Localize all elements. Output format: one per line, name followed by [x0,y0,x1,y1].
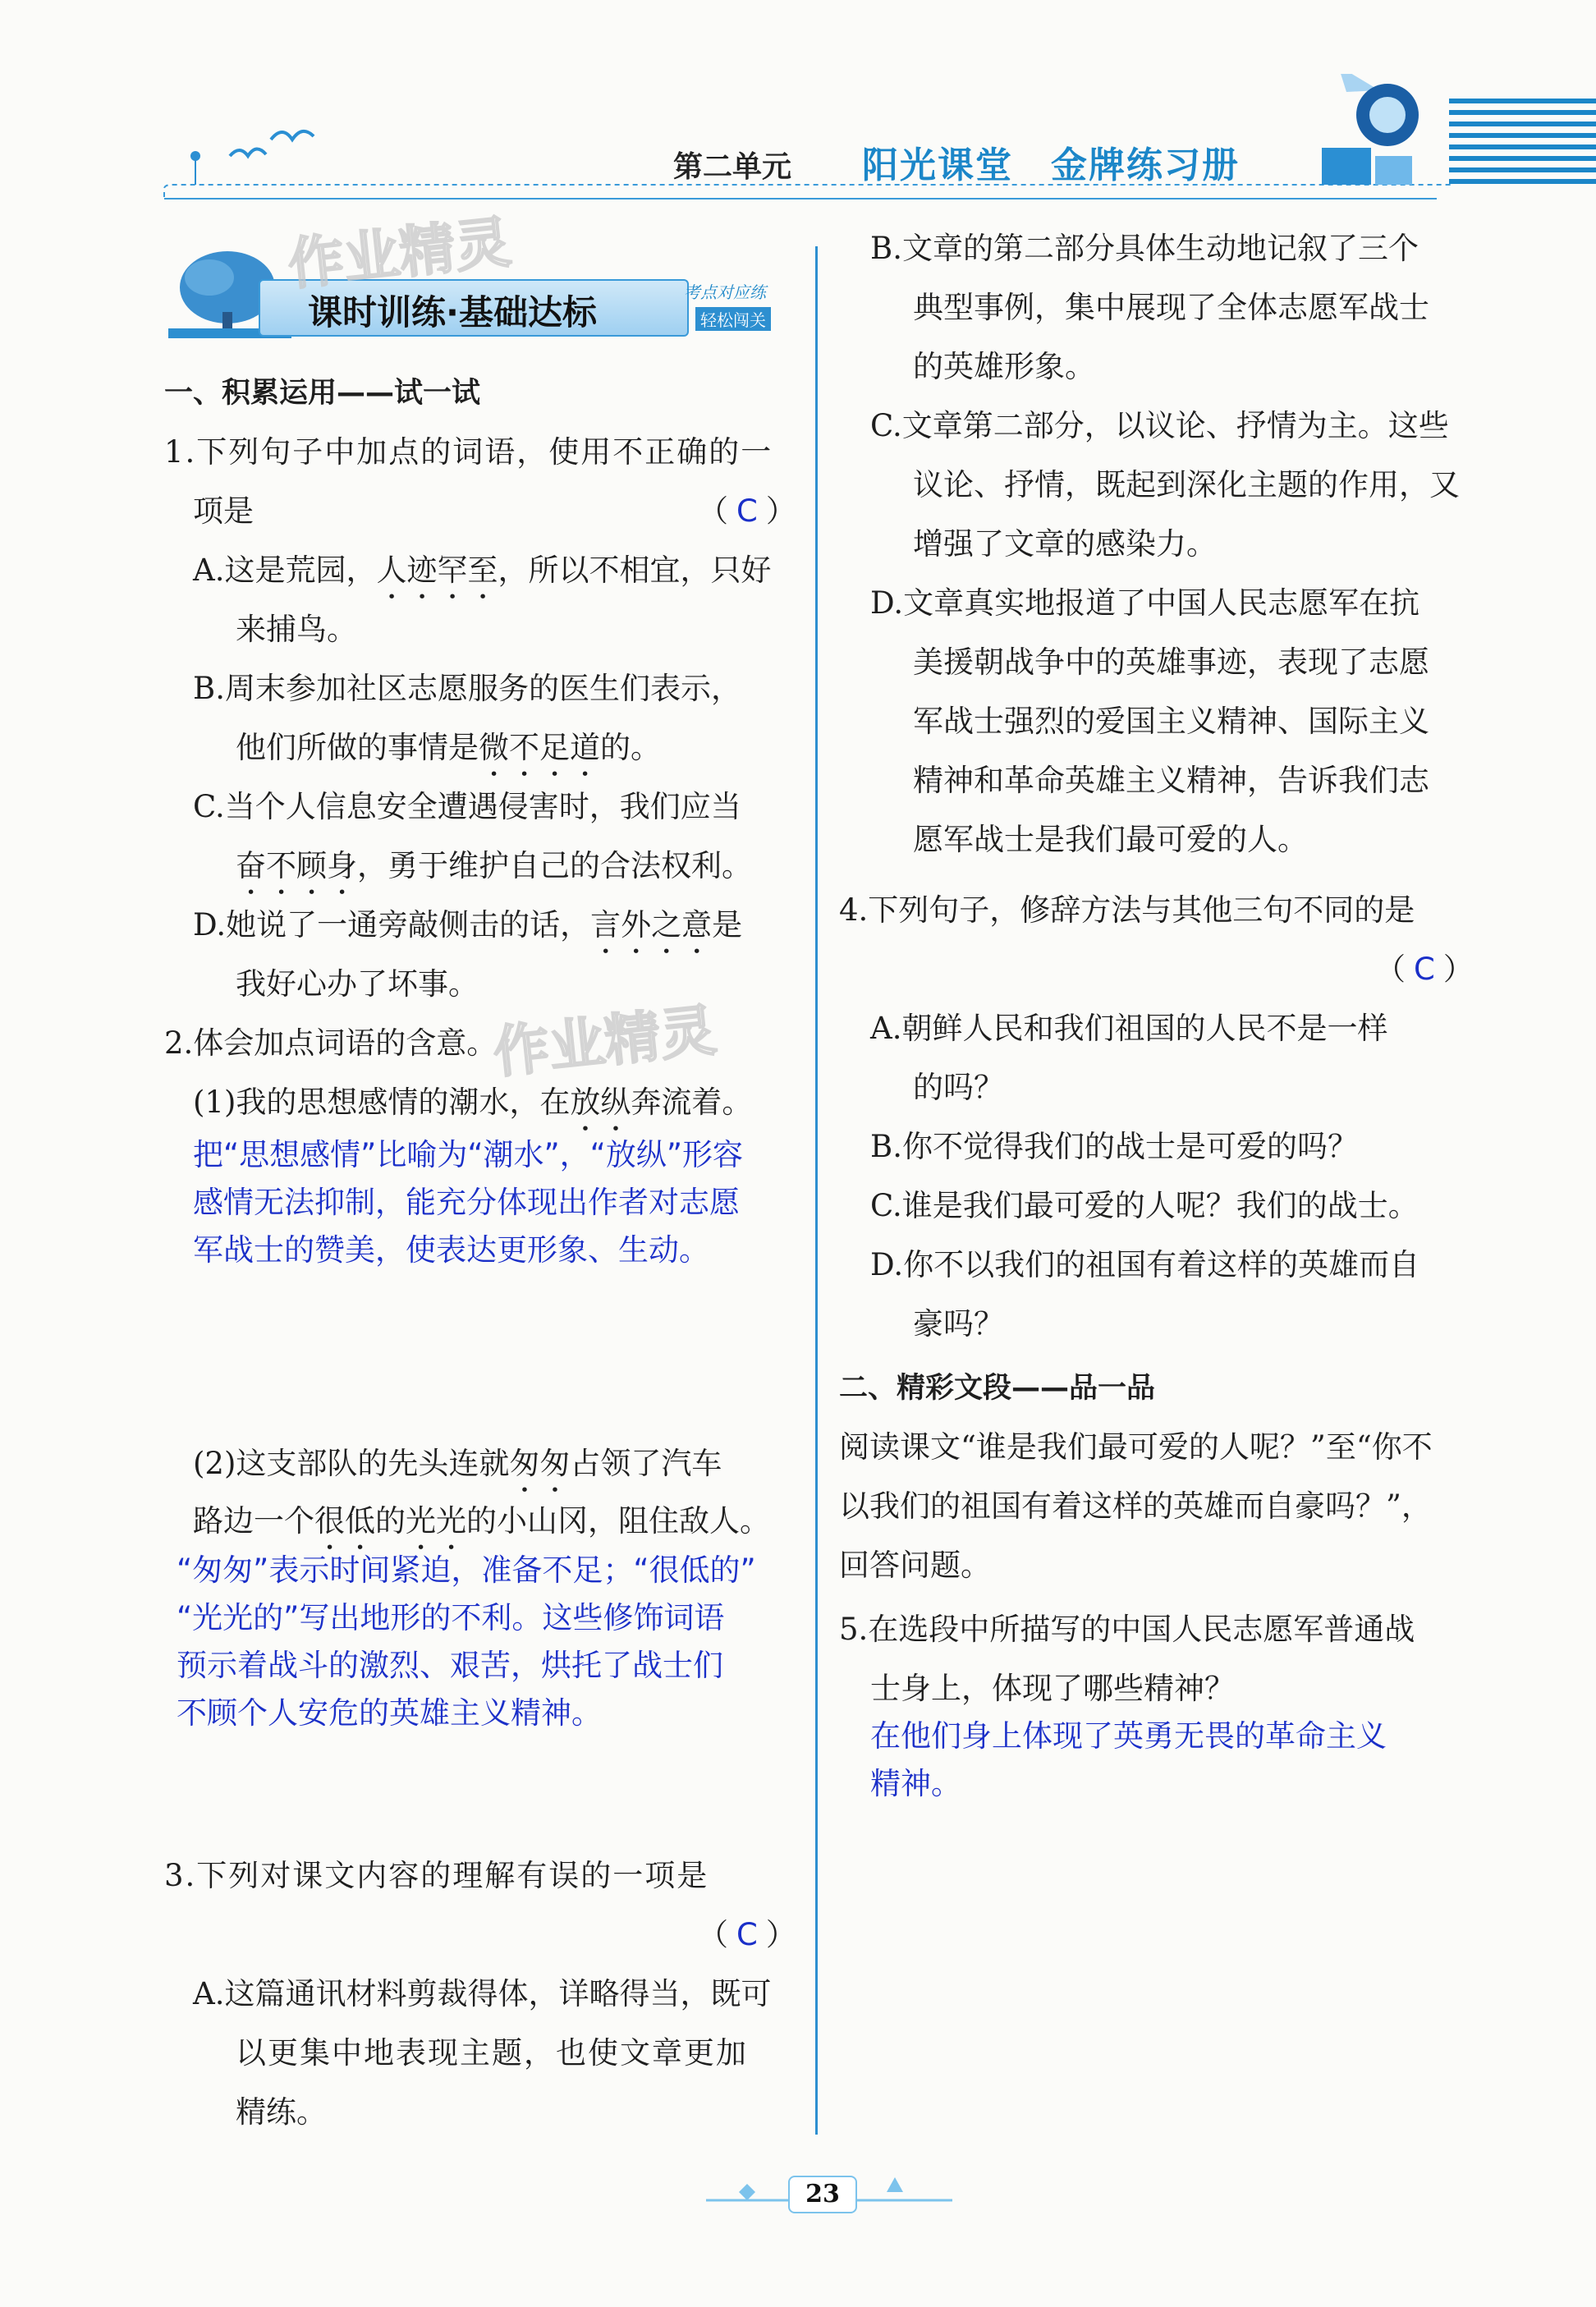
q3-option-b: B.文章的第二部分具体生动地记叙了三个 [870,231,1419,266]
sentence-text: 的小山冈，阻住敌人。 [466,1503,770,1539]
q3-option-d-line: 军战士强烈的爱国主义精神、国际主义 [913,704,1429,739]
option-text: D.她说了一通旁敲侧击的话， [193,907,591,943]
sentence-text: 占领了汽车 [570,1446,722,1481]
q4-option-a-line: 的吗？ [913,1070,1004,1105]
section2-intro-line: 回答问题。 [839,1548,991,1583]
q1-option-b: B.周末参加社区志愿服务的医生们表示， [193,671,741,706]
q3-answer: C [736,1917,758,1952]
q3-option-b-line: 的英雄形象。 [913,349,1095,384]
q2-answer1-line: 感情无法抑制，能充分体现出作者对志愿 [193,1185,740,1220]
q1-stem-line1: 1.下列句子中加点的词语，使用不正确的一 [164,434,773,470]
q1-option-c: C.当个人信息安全遭遇侵害时，我们应当 [193,789,741,824]
q3-option-a-line: 精练。 [236,2094,327,2130]
banner-side-bottom: 轻松闯关 [695,307,771,331]
q3-option-d-line: 美援朝战争中的英雄事迹，表现了志愿 [913,644,1429,680]
q1-option-d-line2: 我好心办了坏事。 [236,966,479,1002]
q2-sentence1 [193,1084,752,1138]
q1-answer: C [736,493,758,529]
brand-title: 阳光课堂 金牌练习册 [862,144,1240,186]
q3-option-c: C.文章第二部分，以议论、抒情为主。这些 [870,408,1449,443]
birds-icon [222,115,320,164]
q4-answer: C [1414,952,1435,987]
dotted-word: 很低 [314,1503,375,1539]
q2-answer2-line: “匆匆”表示时间紧迫，准备不足；“很低的” [177,1553,756,1588]
column-divider [815,246,818,2135]
q1-option-a-line2: 来捕鸟。 [236,612,357,647]
q3-option-d-line: 精神和革命英雄主义精神，告诉我们志 [913,763,1429,798]
q4-option-d: D.你不以我们的祖国有着这样的英雄而自 [870,1247,1420,1282]
unit-title: 第二单元 [673,150,792,184]
q3-stem: 3.下列对课文内容的理解有误的一项是 [164,1858,709,1893]
q2-answer2-line: 预示着战斗的激烈、艰苦，烘托了战士们 [177,1648,723,1683]
q3-option-c-line: 增强了文章的感染力。 [913,526,1217,562]
q1-option-a [193,552,771,606]
dotted-word: 匆匆 [509,1446,571,1481]
q4-answer-paren: （ C ） [1375,952,1474,987]
option-text: ，勇于维护自己的合法权利。 [357,848,752,883]
q1-option-b-line2 [236,729,661,783]
q5-stem: 5.在选段中所描写的中国人民志愿军普通战 [839,1612,1415,1647]
option-text: 他们所做的事情是 [236,730,479,765]
dotted-word: 放纵 [570,1085,631,1120]
q5-answer-line: 在他们身上体现了英勇无畏的革命主义 [870,1718,1387,1754]
q5-stem-line2: 士身上，体现了哪些精神？ [870,1671,1235,1706]
dotted-word: 光光 [406,1503,466,1539]
telescope-icon [1289,74,1429,189]
q2-answer2-line: 不顾个人安危的英雄主义精神。 [177,1695,602,1731]
option-text: 的。 [600,730,661,765]
q1-option-d [193,906,742,961]
sentence-text: 路边一个 [193,1503,314,1539]
watermark: 作业精灵 [490,998,720,1086]
q4-stem: 4.下列句子，修辞方法与其他三句不同的是 [839,892,1415,928]
q3-option-a-line: 以更集中地表现主题，也使文章更加 [236,2035,748,2071]
q3-option-d-line: 愿军战士是我们最可爱的人。 [913,822,1308,857]
q3-option-d: D.文章真实地报道了中国人民志愿军在抗 [870,585,1420,621]
sentence-text: 的 [375,1503,406,1539]
section-banner [168,279,792,337]
paren-open: （ [698,493,728,529]
banner-side-top: 考点对应练 [684,282,766,302]
dotted-word: 言外之意 [590,907,713,943]
q2-answer1-line: 把“思想感情”比喻为“潮水”，“放纵”形容 [193,1137,744,1172]
watermark: 作业精灵 [285,209,515,298]
paren-close: ） [765,493,796,529]
q2-answer1-line: 军战士的赞美，使表达更形象、生动。 [193,1232,709,1268]
q1-answer-paren [698,493,796,530]
option-text: 是 [712,907,743,943]
section2-intro-line: 以我们的祖国有着这样的英雄而自豪吗？”， [839,1488,1432,1524]
q1-option-c-line2 [236,847,752,901]
q3-option-b-line: 典型事例，集中展现了全体志愿军战士 [913,290,1429,325]
q4-option-a: A.朝鲜人民和我们祖国的人民不是一样 [870,1011,1388,1046]
q3-option-c-line: 议论、抒情，既起到深化主题的作用，又 [913,467,1460,502]
dotted-word: 微不足道 [479,730,600,765]
q4-option-d-line: 豪吗？ [913,1306,1004,1342]
sentence-text: 奔流着。 [631,1085,753,1120]
q2-answer2-line: “光光的”写出地形的不利。这些修饰词语 [177,1600,725,1635]
header-stripes [1449,99,1596,189]
page-header [156,107,1461,205]
section-title: 一、积累运用——试一试 [164,377,481,410]
banner-title: 课时训练·基础达标 [308,292,597,333]
sentence-text: (1)我的思想感情的潮水，在 [193,1085,571,1120]
page-footer [657,2167,985,2217]
section2-intro-line: 阅读课文“谁是我们最可爱的人呢？”至“你不 [839,1429,1433,1465]
q2-sentence2 [193,1445,722,1499]
section-title: 二、精彩文段——品一品 [839,1372,1156,1405]
dotted-word: 奋不顾身 [236,848,357,883]
header-decoration [156,107,1461,205]
page-number: 23 [788,2176,857,2213]
q4-option-b: B.你不觉得我们的战士是可爱的吗？ [870,1129,1358,1164]
q3-answer-paren: （ C ） [698,1917,796,1952]
option-text: A.这是荒园， [193,553,377,588]
q4-option-c: C.谁是我们最可爱的人呢？我们的战士。 [870,1188,1419,1223]
sentence-text: (2)这支部队的先头连就 [193,1446,510,1481]
option-text: ，所以不相宜，只好 [498,553,772,588]
q1-stem-line2: 项是 [193,493,254,529]
q3-option-a: A.这篇通讯材料剪裁得体，详略得当，既可 [193,1976,772,2011]
q2-stem: 2.体会加点词语的含意。 [164,1025,498,1061]
dotted-word: 人迹罕至 [376,553,498,588]
q5-answer-line: 精神。 [870,1766,961,1801]
